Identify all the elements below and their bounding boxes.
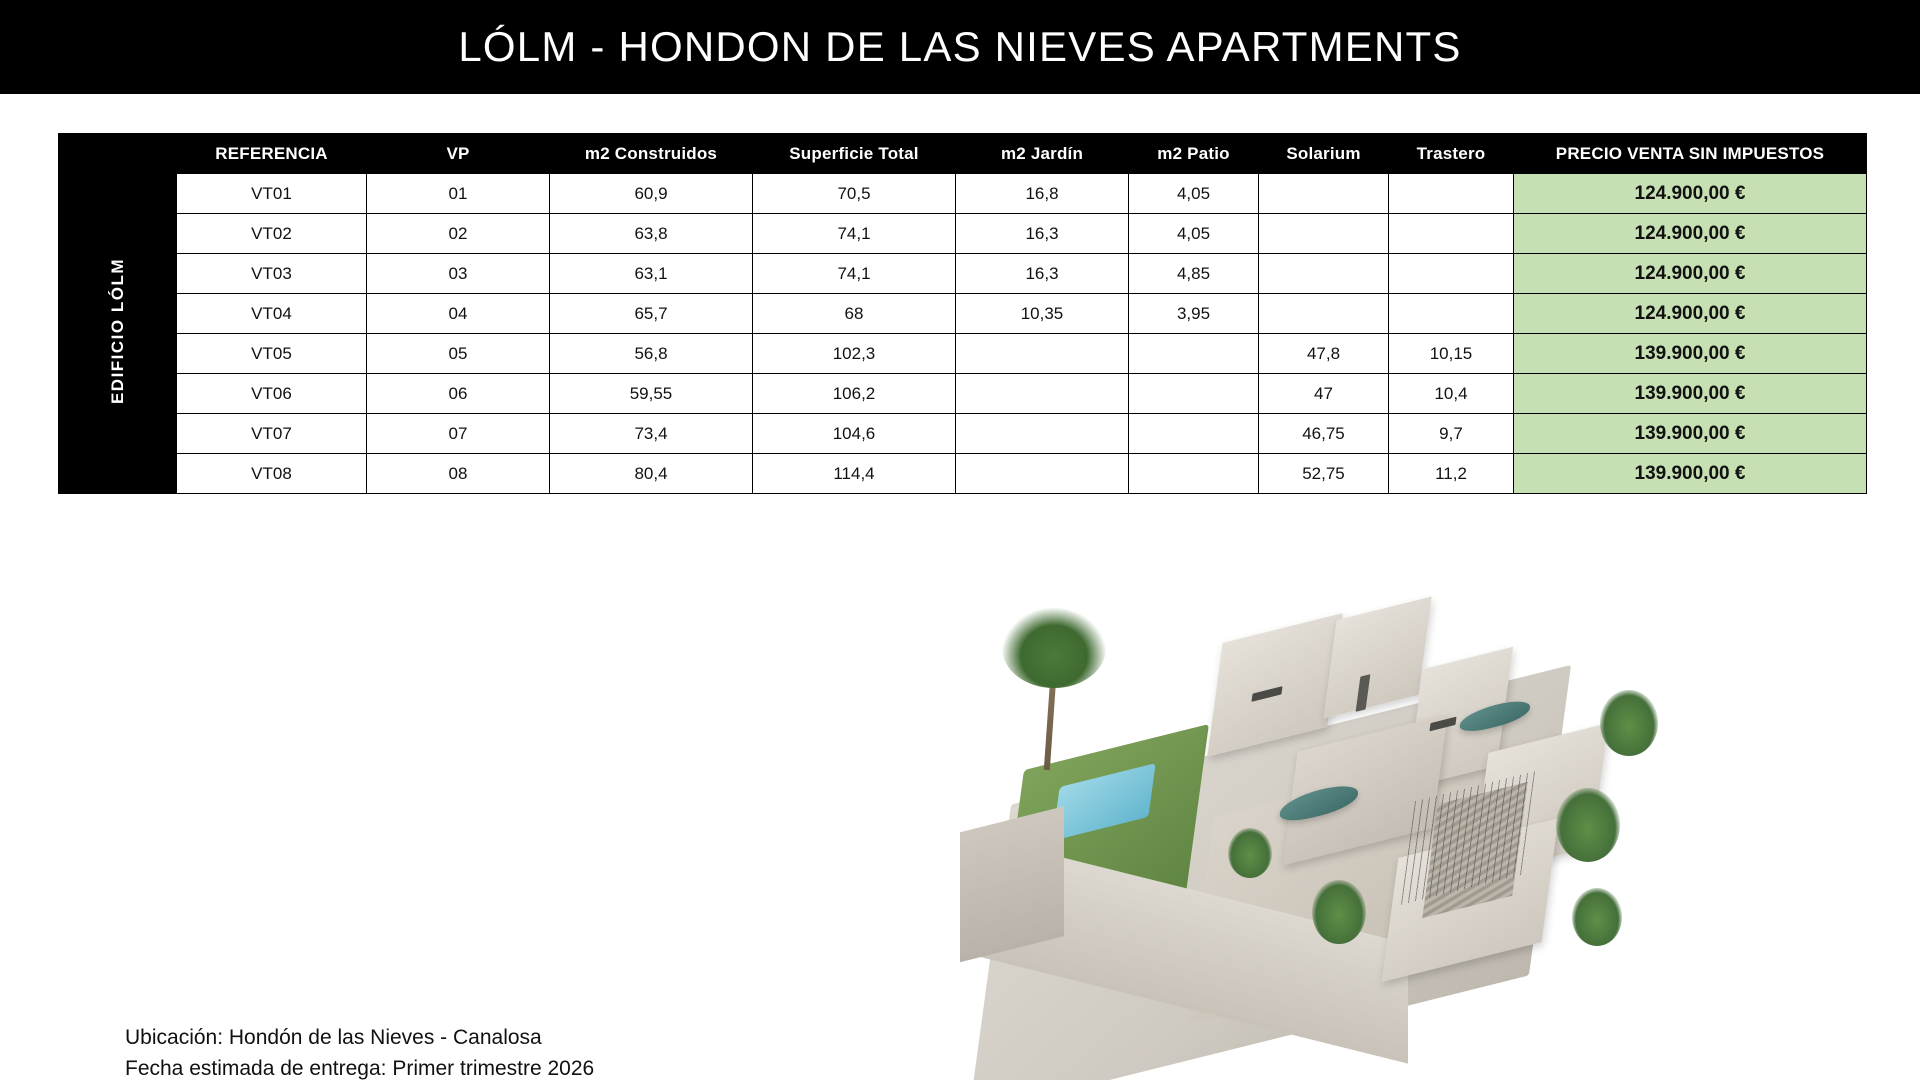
cell-precio: 124.900,00 € xyxy=(1514,174,1867,214)
cell-referencia: VT01 xyxy=(177,174,367,214)
table-row xyxy=(59,294,1867,334)
cell-construidos: 73,4 xyxy=(550,414,753,454)
cell-superficie: 70,5 xyxy=(753,174,956,214)
cell-solarium xyxy=(1259,174,1389,214)
cell-trastero: 10,15 xyxy=(1389,334,1514,374)
render-plant xyxy=(1572,888,1622,946)
cell-construidos: 56,8 xyxy=(550,334,753,374)
render-plant xyxy=(1312,880,1366,944)
cell-superficie: 68 xyxy=(753,294,956,334)
cell-trastero xyxy=(1389,174,1514,214)
cell-solarium xyxy=(1259,294,1389,334)
cell-patio: 4,05 xyxy=(1129,214,1259,254)
cell-jardin: 16,3 xyxy=(956,254,1129,294)
footer-delivery-date: Fecha estimada de entrega: Primer trimestre 2026 xyxy=(125,1057,595,1080)
cell-patio xyxy=(1129,374,1259,414)
cell-patio xyxy=(1129,454,1259,494)
cell-vp: 04 xyxy=(367,294,550,334)
cell-jardin: 16,3 xyxy=(956,214,1129,254)
cell-superficie: 104,6 xyxy=(753,414,956,454)
cell-jardin xyxy=(956,414,1129,454)
cell-superficie: 114,4 xyxy=(753,454,956,494)
cell-vp: 01 xyxy=(367,174,550,214)
cell-jardin: 10,35 xyxy=(956,294,1129,334)
table-row xyxy=(59,254,1867,294)
cell-jardin xyxy=(956,334,1129,374)
render-perimeter-wall-left xyxy=(960,806,1064,963)
table-row xyxy=(59,214,1867,254)
table-row xyxy=(59,374,1867,414)
table-header-row xyxy=(59,134,1867,174)
footer-location: Ubicación: Hondón de las Nieves - Canalosa xyxy=(125,1026,542,1049)
cell-solarium: 52,75 xyxy=(1259,454,1389,494)
column-header-m2-jardin: m2 Jardín xyxy=(956,134,1129,174)
table-row xyxy=(59,334,1867,374)
column-header-solarium: Solarium xyxy=(1259,134,1389,174)
cell-trastero xyxy=(1389,294,1514,334)
column-header-trastero: Trastero xyxy=(1389,134,1514,174)
cell-precio: 124.900,00 € xyxy=(1514,214,1867,254)
cell-patio: 4,85 xyxy=(1129,254,1259,294)
render-plant xyxy=(1600,690,1658,756)
cell-jardin: 16,8 xyxy=(956,174,1129,214)
cell-superficie: 106,2 xyxy=(753,374,956,414)
cell-solarium: 47,8 xyxy=(1259,334,1389,374)
render-palm-crown xyxy=(1002,608,1106,688)
cell-patio xyxy=(1129,334,1259,374)
cell-construidos: 80,4 xyxy=(550,454,753,494)
table-row xyxy=(59,454,1867,494)
cell-vp: 05 xyxy=(367,334,550,374)
column-header-m2-construidos: m2 Construidos xyxy=(550,134,753,174)
column-header-precio-venta: PRECIO VENTA SIN IMPUESTOS xyxy=(1514,134,1867,174)
cell-construidos: 63,8 xyxy=(550,214,753,254)
cell-superficie: 74,1 xyxy=(753,254,956,294)
cell-trastero xyxy=(1389,214,1514,254)
cell-referencia: VT04 xyxy=(177,294,367,334)
cell-referencia: VT08 xyxy=(177,454,367,494)
page-title: LÓLM - HONDON DE LAS NIEVES APARTMENTS xyxy=(458,23,1462,70)
footer-info xyxy=(125,1022,594,1084)
cell-trastero: 10,4 xyxy=(1389,374,1514,414)
cell-solarium xyxy=(1259,214,1389,254)
cell-precio: 139.900,00 € xyxy=(1514,414,1867,454)
cell-construidos: 59,55 xyxy=(550,374,753,414)
cell-referencia: VT06 xyxy=(177,374,367,414)
cell-precio: 139.900,00 € xyxy=(1514,374,1867,414)
cell-referencia: VT05 xyxy=(177,334,367,374)
cell-construidos: 65,7 xyxy=(550,294,753,334)
cell-referencia: VT03 xyxy=(177,254,367,294)
cell-solarium: 46,75 xyxy=(1259,414,1389,454)
cell-vp: 02 xyxy=(367,214,550,254)
cell-vp: 08 xyxy=(367,454,550,494)
table-corner-cell xyxy=(59,134,177,174)
row-group-label xyxy=(59,174,177,494)
cell-trastero: 9,7 xyxy=(1389,414,1514,454)
cell-referencia: VT02 xyxy=(177,214,367,254)
table-row xyxy=(59,174,1867,214)
cell-solarium: 47 xyxy=(1259,374,1389,414)
cell-patio: 4,05 xyxy=(1129,174,1259,214)
price-table-container xyxy=(58,133,1866,494)
cell-trastero xyxy=(1389,254,1514,294)
cell-patio: 3,95 xyxy=(1129,294,1259,334)
cell-referencia: VT07 xyxy=(177,414,367,454)
cell-construidos: 60,9 xyxy=(550,174,753,214)
cell-precio: 139.900,00 € xyxy=(1514,454,1867,494)
row-group-label-text: EDIFICIO LÓLM xyxy=(107,257,127,405)
column-header-referencia: REFERENCIA xyxy=(177,134,367,174)
cell-superficie: 74,1 xyxy=(753,214,956,254)
column-header-superficie-total: Superficie Total xyxy=(753,134,956,174)
cell-vp: 07 xyxy=(367,414,550,454)
cell-precio: 124.900,00 € xyxy=(1514,254,1867,294)
cell-patio xyxy=(1129,414,1259,454)
cell-trastero: 11,2 xyxy=(1389,454,1514,494)
cell-precio: 124.900,00 € xyxy=(1514,294,1867,334)
title-banner xyxy=(0,0,1920,94)
cell-vp: 03 xyxy=(367,254,550,294)
table-row xyxy=(59,414,1867,454)
cell-construidos: 63,1 xyxy=(550,254,753,294)
cell-vp: 06 xyxy=(367,374,550,414)
render-plant xyxy=(1556,788,1620,862)
column-header-m2-patio: m2 Patio xyxy=(1129,134,1259,174)
cell-superficie: 102,3 xyxy=(753,334,956,374)
cell-jardin xyxy=(956,374,1129,414)
column-header-vp: VP xyxy=(367,134,550,174)
aerial-render-image xyxy=(960,590,1860,1080)
cell-solarium xyxy=(1259,254,1389,294)
cell-jardin xyxy=(956,454,1129,494)
price-table xyxy=(58,133,1867,494)
cell-precio: 139.900,00 € xyxy=(1514,334,1867,374)
render-plant xyxy=(1228,828,1272,878)
